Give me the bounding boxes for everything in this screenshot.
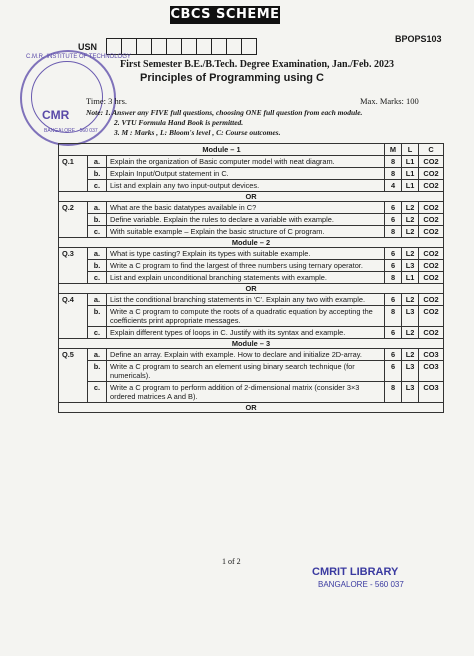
marks-cell: 8 (385, 168, 402, 180)
sub-label: b. (88, 260, 107, 272)
sub-label: b. (88, 168, 107, 180)
question-text: Write a C program to search an element using binary search technique (for numericals). (107, 361, 385, 382)
sub-label: a. (88, 202, 107, 214)
outcome-cell: CO2 (419, 226, 444, 238)
outcome-cell: CO2 (419, 202, 444, 214)
level-cell: L3 (402, 382, 419, 403)
outcome-cell: CO2 (419, 214, 444, 226)
question-number: Q.4 (59, 294, 88, 339)
question-text: Explain different types of loops in C. Justify with its syntax and example. (107, 327, 385, 339)
level-cell: L2 (402, 214, 419, 226)
question-text: List the conditional branching statements in 'C'. Explain any two with example. (107, 294, 385, 306)
level-cell: L2 (402, 202, 419, 214)
marks-cell: 8 (385, 272, 402, 284)
question-number: Q.3 (59, 248, 88, 284)
note-3: 3. M : Marks , L: Bloom's level , C: Course outcomes. (114, 128, 281, 137)
question-row (59, 180, 444, 192)
or-row (59, 192, 444, 202)
sub-label: b. (88, 306, 107, 327)
question-row (59, 156, 444, 168)
seal-bottom-text: BANGALORE - 560 037 (44, 128, 98, 134)
instructions (86, 108, 362, 138)
time-allowed: Time: 3 hrs. (86, 96, 128, 106)
outcome-cell: CO3 (419, 361, 444, 382)
sub-label: a. (88, 156, 107, 168)
question-text: Explain Input/Output statement in C. (107, 168, 385, 180)
question-number: Q.5 (59, 349, 88, 403)
sub-label: c. (88, 226, 107, 238)
module-header-row (59, 144, 444, 156)
outcome-cell: CO2 (419, 272, 444, 284)
module-heading: Module – 3 (59, 339, 444, 349)
question-number: Q.2 (59, 202, 88, 238)
level-cell: L1 (402, 272, 419, 284)
marks-cell: 8 (385, 226, 402, 238)
sub-label: c. (88, 180, 107, 192)
note-1: Note: 1. Answer any FIVE full questions, choosing ONE full question from each module. (86, 108, 363, 117)
page-number: 1 of 2 (222, 557, 241, 566)
subject-title: Principles of Programming using C (140, 72, 324, 84)
marks-cell: 8 (385, 306, 402, 327)
question-row (59, 382, 444, 403)
sub-label: a. (88, 294, 107, 306)
question-row (59, 272, 444, 284)
marks-cell: 6 (385, 214, 402, 226)
question-row (59, 349, 444, 361)
marks-cell: 6 (385, 361, 402, 382)
level-cell: L3 (402, 306, 419, 327)
question-table (58, 143, 444, 413)
level-cell: L1 (402, 156, 419, 168)
outcome-cell: CO2 (419, 248, 444, 260)
library-stamp-city: BANGALORE - 560 037 (318, 580, 404, 589)
or-label: OR (59, 284, 444, 294)
level-cell: L2 (402, 248, 419, 260)
marks-cell: 6 (385, 349, 402, 361)
level-cell: L2 (402, 349, 419, 361)
col-level: L (402, 144, 419, 156)
level-cell: L1 (402, 168, 419, 180)
sub-label: a. (88, 349, 107, 361)
question-text: What are the basic datatypes available in C? (107, 202, 385, 214)
question-text: Explain the organization of Basic computer model with neat diagram. (107, 156, 385, 168)
question-row (59, 327, 444, 339)
or-row (59, 403, 444, 413)
outcome-cell: CO3 (419, 382, 444, 403)
question-text: Write a C program to compute the roots of a quadratic equation by accepting the coefficients print appropriate messages. (107, 306, 385, 327)
question-row (59, 306, 444, 327)
question-row (59, 202, 444, 214)
library-stamp: CMRIT LIBRARY (312, 566, 399, 578)
level-cell: L2 (402, 226, 419, 238)
marks-cell: 6 (385, 327, 402, 339)
sub-label: a. (88, 248, 107, 260)
marks-cell: 8 (385, 382, 402, 403)
exam-title: First Semester B.E./B.Tech. Degree Examination, Jan./Feb. 2023 (120, 59, 394, 70)
question-text: List and explain any two input-output devices. (107, 180, 385, 192)
outcome-cell: CO2 (419, 156, 444, 168)
outcome-cell: CO3 (419, 349, 444, 361)
sub-label: c. (88, 382, 107, 403)
question-text: With suitable example – Explain the basic structure of C program. (107, 226, 385, 238)
seal-center-text: CMR (42, 108, 70, 122)
outcome-cell: CO2 (419, 306, 444, 327)
marks-cell: 6 (385, 260, 402, 272)
sub-label: c. (88, 272, 107, 284)
module-heading: Module – 1 (59, 144, 385, 156)
outcome-cell: CO2 (419, 294, 444, 306)
outcome-cell: CO2 (419, 260, 444, 272)
seal-arc-text: C.M.R. INSTITUTE OF TECHNOLOGY (26, 54, 131, 60)
outcome-cell: CO2 (419, 327, 444, 339)
question-row (59, 294, 444, 306)
or-label: OR (59, 192, 444, 202)
question-row (59, 361, 444, 382)
question-text: Write a C program to perform addition of 2-dimensional matrix (consider 3×3 ordered matrices A and B). (107, 382, 385, 403)
sub-label: b. (88, 361, 107, 382)
module-header-row (59, 238, 444, 248)
question-text: Write a C program to find the largest of three numbers using ternary operator. (107, 260, 385, 272)
course-code: BPOPS103 (395, 34, 442, 44)
marks-cell: 6 (385, 294, 402, 306)
level-cell: L3 (402, 361, 419, 382)
question-row (59, 214, 444, 226)
question-row (59, 260, 444, 272)
sub-label: b. (88, 214, 107, 226)
note-2: 2. VTU Formula Hand Book is permitted. (114, 118, 244, 127)
max-marks: Max. Marks: 100 (360, 96, 419, 106)
module-heading: Module – 2 (59, 238, 444, 248)
or-label: OR (59, 403, 444, 413)
level-cell: L1 (402, 180, 419, 192)
level-cell: L2 (402, 327, 419, 339)
usn-label: USN (78, 42, 98, 52)
col-outcome: C (419, 144, 444, 156)
question-text: Define variable. Explain the rules to declare a variable with example. (107, 214, 385, 226)
level-cell: L2 (402, 294, 419, 306)
question-text: What is type casting? Explain its types with suitable example. (107, 248, 385, 260)
level-cell: L3 (402, 260, 419, 272)
question-text: Define an array. Explain with example. How to declare and initialize 2D-array. (107, 349, 385, 361)
question-row (59, 226, 444, 238)
outcome-cell: CO2 (419, 168, 444, 180)
outcome-cell: CO2 (419, 180, 444, 192)
col-marks: M (385, 144, 402, 156)
question-row (59, 168, 444, 180)
question-row (59, 248, 444, 260)
module-header-row (59, 339, 444, 349)
scheme-banner: CBCS SCHEME (170, 7, 280, 22)
question-text: List and explain unconditional branching statements with example. (107, 272, 385, 284)
usn-boxes (106, 38, 256, 55)
or-row (59, 284, 444, 294)
sub-label: c. (88, 327, 107, 339)
marks-cell: 4 (385, 180, 402, 192)
question-number: Q.1 (59, 156, 88, 192)
marks-cell: 8 (385, 156, 402, 168)
marks-cell: 6 (385, 248, 402, 260)
marks-cell: 6 (385, 202, 402, 214)
